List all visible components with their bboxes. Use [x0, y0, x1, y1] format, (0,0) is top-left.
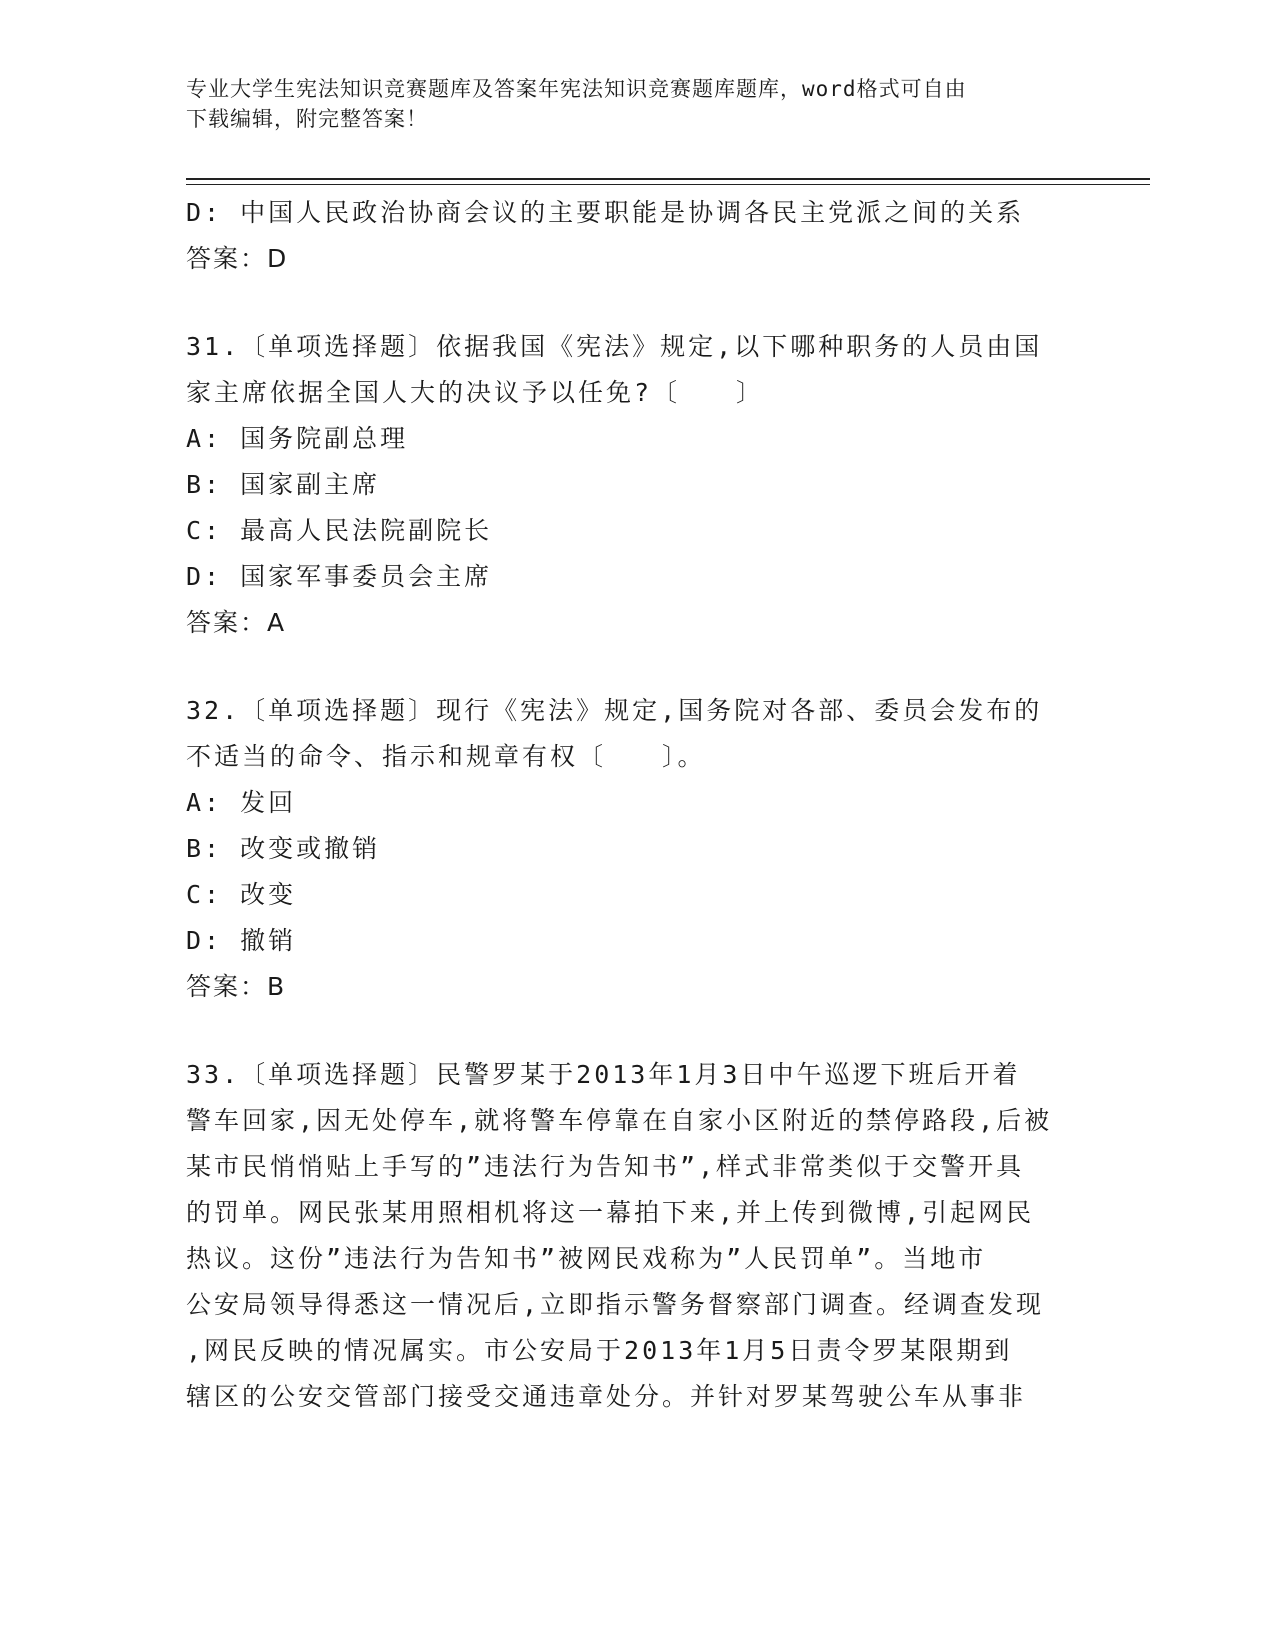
- option-a: A: 国务院副总理: [186, 424, 409, 453]
- header-rule-thin: [186, 184, 1150, 185]
- answer: 答案：A: [186, 608, 287, 637]
- option-a: A: 发回: [186, 788, 297, 817]
- question-text-line: 的罚单。网民张某用照相机将这一幕拍下来,并上传到微博,引起网民: [186, 1198, 1035, 1227]
- header-rule-thick: [186, 178, 1150, 180]
- header-line-2: 下载编辑，附完整答案！: [186, 107, 428, 131]
- option-b: B: 改变或撤销: [186, 834, 381, 863]
- answer: 答案：B: [186, 972, 287, 1001]
- question-text-line: 热议。这份”违法行为告知书”被网民戏称为”人民罚单”。当地市: [186, 1244, 987, 1273]
- option-d: D: 国家军事委员会主席: [186, 562, 493, 591]
- option-c: C: 改变: [186, 880, 297, 909]
- question-text-line: ,网民反映的情况属实。市公安局于2013年1月5日责令罗某限期到: [186, 1336, 1013, 1365]
- question-text-line: 警车回家,因无处停车,就将警车停靠在自家小区附近的禁停路段,后被: [186, 1106, 1053, 1135]
- header-line-1: 专业大学生宪法知识竞赛题库及答案年宪法知识竞赛题库题库，word格式可自由: [186, 77, 967, 101]
- question-text-line: 33.〔单项选择题〕民警罗某于2013年1月3日中午巡逻下班后开着: [186, 1060, 1021, 1089]
- option-c: C: 最高人民法院副院长: [186, 516, 493, 545]
- question-text-line: 辖区的公安交管部门接受交通违章处分。并针对罗某驾驶公车从事非: [186, 1382, 1027, 1411]
- question-text-line: 31.〔单项选择题〕依据我国《宪法》规定,以下哪种职务的人员由国: [186, 332, 1043, 361]
- question-31: [186, 324, 1086, 646]
- question-text-line: 家主席依据全国人大的决议予以任免?〔 〕: [186, 378, 765, 407]
- question-text-line: 公安局领导得悉这一情况后,立即指示警务督察部门调查。经调查发现: [186, 1290, 1045, 1319]
- previous-question-tail: [186, 190, 1086, 282]
- option-b: B: 国家副主席: [186, 470, 381, 499]
- question-32: [186, 688, 1086, 1010]
- question-text-line: 某市民悄悄贴上手写的”违法行为告知书”,样式非常类似于交警开具: [186, 1152, 1025, 1181]
- option-d: D: 撤销: [186, 926, 297, 955]
- question-33: [186, 1052, 1086, 1420]
- document-header: [186, 74, 1066, 134]
- answer: 答案：D: [186, 244, 289, 273]
- question-text-line: 不适当的命令、指示和规章有权〔 〕。: [186, 742, 706, 771]
- question-text-line: 32.〔单项选择题〕现行《宪法》规定,国务院对各部、委员会发布的: [186, 696, 1043, 725]
- document-body: [186, 190, 1086, 1420]
- option-d: D: 中国人民政治协商会议的主要职能是协调各民主党派之间的关系: [186, 198, 1025, 227]
